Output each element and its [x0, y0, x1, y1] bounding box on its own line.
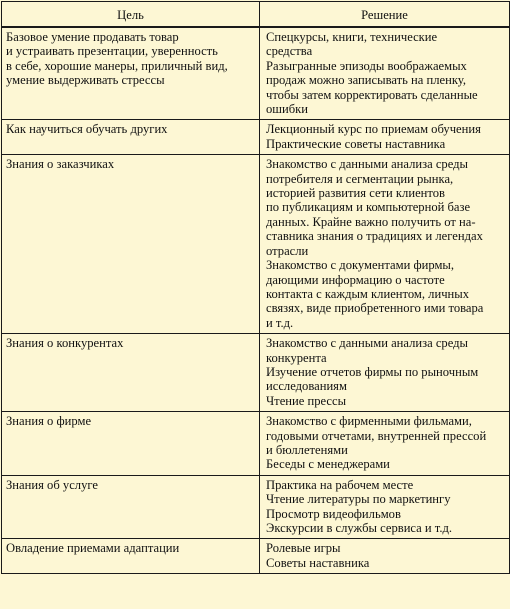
solution-item	[266, 336, 507, 365]
goal-line: Знания о конкурентах	[6, 336, 124, 351]
solution-line: продаж можно записывать на пленку,	[266, 73, 466, 88]
solution-item	[266, 556, 507, 570]
solution-line: Беседы с менеджерами	[266, 457, 390, 472]
goal-line: умение выдерживать стрессы	[6, 73, 165, 88]
solution-line: Практические советы наставника	[266, 136, 446, 151]
goal-cell	[2, 27, 260, 120]
solution-cell	[260, 539, 510, 574]
solution-line: Знакомство с фирменными фильмами,	[266, 414, 472, 429]
goal-line: Как научиться обучать других	[6, 122, 168, 137]
solution-item	[266, 30, 507, 59]
solution-line: Изучение отчетов фирмы по рыночным	[266, 364, 479, 379]
solution-line: связях, виде приобретенного ими товара	[266, 301, 484, 316]
solution-line: исследованиям	[266, 379, 347, 394]
table-body	[2, 27, 510, 574]
solution-cell	[260, 155, 510, 334]
goal-line: в себе, хорошие манеры, приличный вид,	[6, 58, 228, 73]
solution-item	[266, 507, 507, 521]
solution-item	[266, 122, 507, 136]
solution-line: Знакомство с документами фирмы,	[266, 258, 455, 273]
solution-line: отрасли	[266, 243, 309, 258]
solution-line: по публикациям и компьютерной базе	[266, 200, 471, 215]
solution-cell	[260, 412, 510, 476]
solution-cell	[260, 334, 510, 412]
solution-line: и т.д.	[266, 315, 294, 330]
table-row	[2, 475, 510, 539]
header-goal: Цель	[2, 2, 260, 28]
solution-item	[266, 365, 507, 394]
solution-line: Чтение прессы	[266, 393, 347, 408]
solution-cell	[260, 475, 510, 539]
solution-item	[266, 414, 507, 457]
solution-line: Чтение литературы по маркетингу	[266, 492, 451, 507]
solution-item	[266, 258, 507, 330]
table-row	[2, 27, 510, 120]
header-solution: Решение	[260, 2, 510, 28]
solution-item	[266, 157, 507, 258]
solution-item	[266, 492, 507, 506]
solution-line: данных. Крайне важно получить от на-	[266, 214, 476, 229]
solution-line: ставника знания о традициях и легендах	[266, 229, 483, 244]
goal-line: Знания о фирме	[6, 414, 92, 429]
goal-cell	[2, 412, 260, 476]
solution-line: Знакомство с данными анализа среды	[266, 336, 469, 351]
solution-line: Разыгранные эпизоды воображаемых	[266, 58, 467, 73]
solution-item	[266, 59, 507, 117]
solution-line: дающими информацию о частоте	[266, 272, 445, 287]
header-row	[2, 2, 510, 28]
solution-item	[266, 457, 507, 471]
solution-line: Спецкурсы, книги, технические	[266, 30, 438, 44]
goal-cell	[2, 539, 260, 574]
solution-item	[266, 137, 507, 151]
training-table	[1, 1, 510, 574]
goal-cell	[2, 155, 260, 334]
goal-cell	[2, 475, 260, 539]
table-row	[2, 539, 510, 574]
table-row	[2, 120, 510, 155]
goal-line: Знания о заказчиках	[6, 157, 115, 172]
solution-line: Советы наставника	[266, 555, 370, 570]
goal-cell	[2, 120, 260, 155]
solution-line: Практика на рабочем месте	[266, 477, 414, 492]
solution-item	[266, 478, 507, 492]
solution-line: чтобы затем корректировать сделанные	[266, 87, 478, 102]
solution-cell	[260, 120, 510, 155]
table-row	[2, 155, 510, 334]
table-row	[2, 412, 510, 476]
goal-line: и устраивать презентации, уверенность	[6, 44, 218, 59]
goal-line: Овладение приемами адаптации	[6, 541, 180, 556]
solution-line: Лекционный курс по приемам обучения	[266, 122, 481, 137]
goal-cell	[2, 334, 260, 412]
solution-line: годовыми отчетами, внутренней прессой	[266, 428, 487, 443]
solution-line: конкурента	[266, 350, 327, 365]
solution-line: средства	[266, 44, 313, 59]
goal-line: Знания об услуге	[6, 477, 98, 492]
solution-line: Просмотр видеофильмов	[266, 506, 401, 521]
solution-line: и бюллетенями	[266, 442, 348, 457]
solution-line: Ролевые игры	[266, 541, 341, 556]
solution-line: Знакомство с данными анализа среды	[266, 157, 469, 172]
solution-cell	[260, 27, 510, 120]
solution-item	[266, 394, 507, 408]
solution-item	[266, 541, 507, 555]
goal-line: Базовое умение продавать товар	[6, 30, 179, 44]
table-row	[2, 334, 510, 412]
solution-line: историей развития сети клиентов	[266, 186, 445, 201]
solution-line: контакта с каждым клиентом, личных	[266, 286, 470, 301]
solution-item	[266, 521, 507, 535]
solution-line: потребителя и сегментации рынка,	[266, 171, 454, 186]
solution-line: ошибки	[266, 102, 308, 117]
solution-line: Экскурсии в службы сервиса и т.д.	[266, 521, 453, 535]
